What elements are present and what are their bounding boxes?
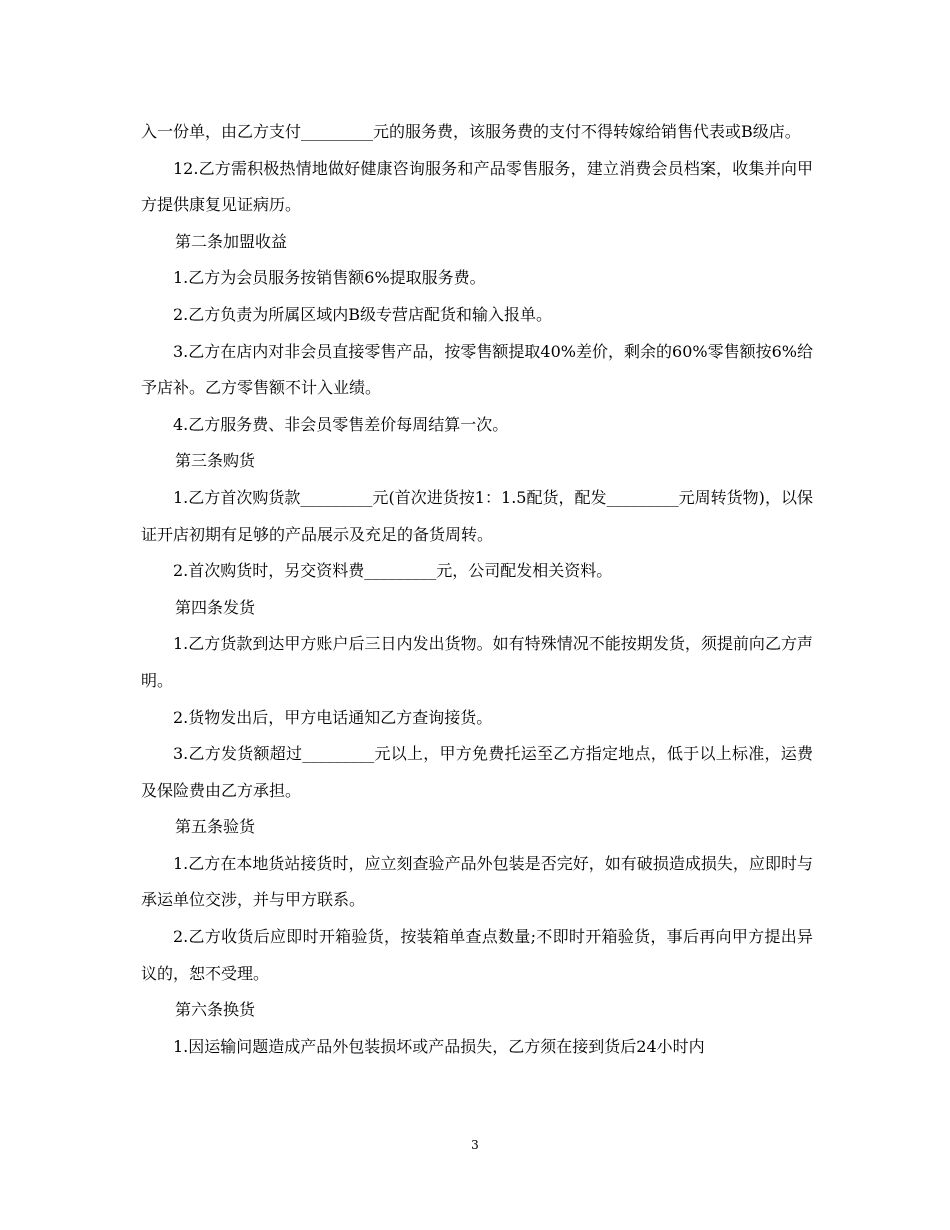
clause-item: 3.乙方发货额超过_________元以上，甲方免费托运至乙方指定地点，低于以上标准，运费及保险费由乙方承担。 (141, 744, 813, 800)
section-heading-article-2: 第二条加盟收益 (175, 231, 288, 251)
clause-item: 1.因运输问题造成产品外包装损坏或产品损失，乙方须在接到货后24小时内 (173, 1036, 705, 1056)
clause-item: 2.货物发出后，甲方电话通知乙方查询接货。 (173, 707, 493, 727)
clause-item: 1.乙方首次购货款_________元(首次进货按1：1.5配货，配发_________元周转货物)，以保证开店初期有足够的产品展示及充足的备货周转。 (141, 487, 813, 544)
clause-item: 2.首次购货时，另交资料费_________元，公司配发相关资料。 (173, 561, 613, 581)
clause-item: 4.乙方服务费、非会员零售差价每周结算一次。 (173, 414, 509, 434)
document-body (141, 114, 813, 1065)
paragraph-continuation: 入一份单，由乙方支付_________元的服务费，该服务费的支付不得转嫁给销售代表或B级店。 (141, 122, 801, 141)
clause-item: 1.乙方在本地货站接货时，应立刻查验产品外包装是否完好，如有破损造成损失，应即时与承运单位交涉，并与甲方联系。 (141, 853, 813, 910)
clause-item: 2.乙方收货后应即时开箱验货，按装箱单查点数量;不即时开箱验货，事后再向甲方提出异议的，恕不受理。 (141, 927, 813, 983)
clause-item: 1.乙方为会员服务按销售额6%提取服务费。 (173, 268, 486, 288)
section-heading-article-3: 第三条购货 (175, 451, 256, 471)
section-heading-article-5: 第五条验货 (175, 817, 256, 837)
clause-item: 2.乙方负责为所属区域内B级专营店配货和输入报单。 (173, 304, 553, 324)
section-heading-article-6: 第六条换货 (175, 1000, 256, 1020)
clause-item-12: 12.乙方需积极热情地做好健康咨询服务和产品零售服务，建立消费会员档案，收集并向甲方提供康复见证病历。 (141, 158, 813, 215)
section-heading-article-4: 第四条发货 (175, 597, 256, 617)
page-number: 3 (471, 1138, 479, 1152)
clause-item: 1.乙方货款到达甲方账户后三日内发出货物。如有特殊情况不能按期发货，须提前向乙方声明。 (141, 634, 813, 690)
clause-item: 3.乙方在店内对非会员直接零售产品，按零售额提取40%差价，剩余的60%零售额按6%给予店补。乙方零售额不计入业绩。 (141, 341, 813, 398)
